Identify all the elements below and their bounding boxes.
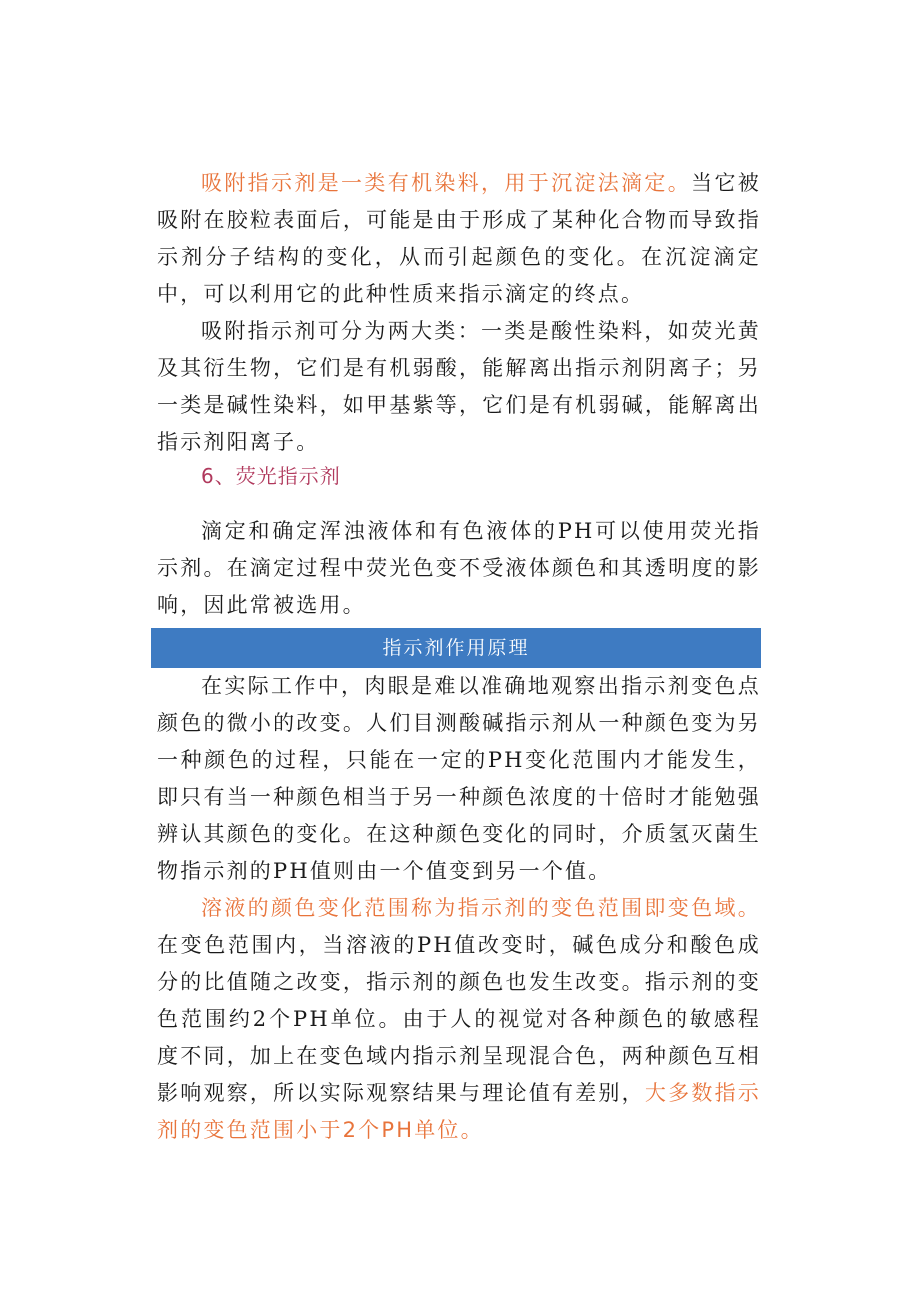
- section-subheading: 6、荧光指示剂: [201, 464, 341, 488]
- body-text: 在变色范围内，当溶液的PH值改变时，碱色成分和酸色成分的比值随之改变，指示剂的颜色也发生改变。指示剂的变色范围约2个PH单位。由于人的视觉对各种颜色的敏感程度不同，加上在变色域内指示剂呈现混合色，两种颜色互相影响观察，所以实际观察结果与理论值有差别，: [157, 933, 761, 1105]
- spacer: [157, 498, 761, 513]
- paragraph-adsorption-indicator-types: 吸附指示剂可分为两大类：一类是酸性染料，如荧光黄及其衍生物，它们是有机弱酸，能解离出指示剂阴离子；另一类是碱性染料，如甲基紫等，它们是有机弱碱，能解离出指示剂阳离子。: [157, 319, 761, 454]
- paragraph-color-change-range: [157, 890, 761, 1149]
- highlight-text: 溶液的颜色变化范围称为指示剂的变色范围即变色域。: [201, 896, 761, 920]
- paragraph-adsorption-indicator-intro: [157, 165, 761, 313]
- highlight-text: 吸附指示剂是一类有机染料，用于沉淀法滴定。: [201, 171, 692, 195]
- document-body: [157, 165, 761, 1149]
- body-text: 当它被吸附在胶粒表面后，可能是由于形成了某种化合物而导致指示剂分子结构的变化，从而引起颜色的变化。在沉淀滴定中，可以利用它的此种性质来指示滴定的终点。: [157, 171, 761, 306]
- paragraph-indicator-principle: 在实际工作中，肉眼是难以准确地观察出指示剂变色点颜色的微小的改变。人们目测酸碱指示剂从一种颜色变为另一种颜色的过程，只能在一定的PH变化范围内才能发生，即只有当一种颜色相当于另一种颜色浓度的十倍时才能勉强辨认其颜色的变化。在这种颜色变化的同时，介质氢灭菌生物指示剂的PH值则由一个值变到另一个值。: [157, 674, 761, 883]
- paragraph-fluorescent-indicator: 滴定和确定浑浊液体和有色液体的PH可以使用荧光指示剂。在滴定过程中荧光色变不受液体颜色和其透明度的影响，因此常被选用。: [157, 519, 761, 617]
- highlight-text-end: 大多数指示剂的变色范围小于2个PH单位。: [157, 1081, 762, 1142]
- section-banner: 指示剂作用原理: [151, 628, 761, 668]
